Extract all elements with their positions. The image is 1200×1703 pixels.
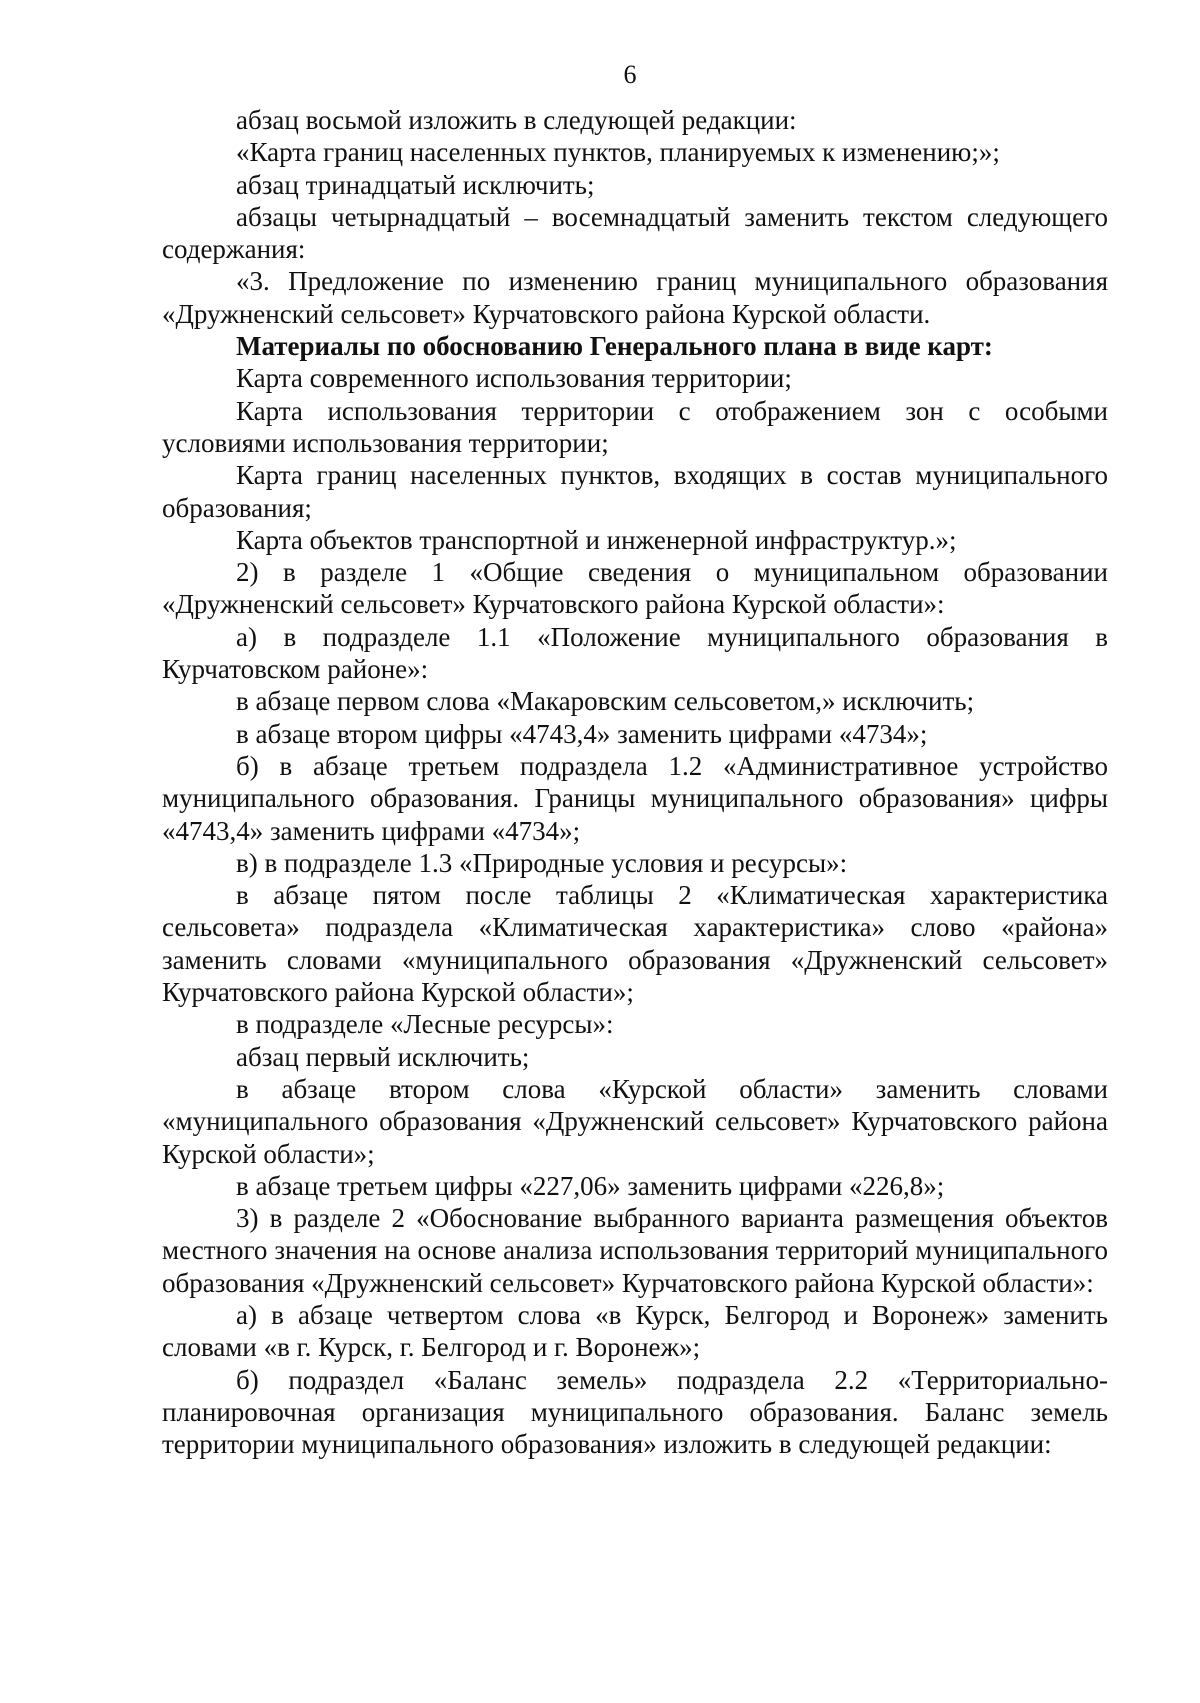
paragraph: 2) в разделе 1 «Общие сведения о муниципальном образовании «Дружненский сельсовет» Курчатовского района Курской области»: <box>162 557 1108 620</box>
paragraph: Карта границ населенных пунктов, входящих в состав муниципального образования; <box>162 460 1108 523</box>
paragraph: а) в абзаце четвертом слова «в Курск, Белгород и Воронеж» заменить словами «в г. Курск, г. Белгород и г. Воронеж»; <box>162 1299 1108 1363</box>
paragraph: в абзаце пятом после таблицы 2 «Климатическая характеристика сельсовета» подраздела «Климатическая характеристика» слово «района» заменить словами «муниципального образования «Дружненский сельсовет» Курчатовского района Курской области»; <box>162 880 1108 1008</box>
paragraph: «3. Предложение по изменению границ муниципального образования «Дружненский сельсовет» Курчатовского района Курской области. <box>162 266 1108 329</box>
paragraph: Карта использования территории с отображением зон с особыми условиями использования территории; <box>162 395 1108 458</box>
document-body <box>162 104 1108 1460</box>
paragraph: в подразделе «Лесные ресурсы»: <box>236 1009 614 1040</box>
paragraph: а) в подразделе 1.1 «Положение муниципального образования в Курчатовском районе»: <box>162 621 1108 685</box>
paragraph: Карта объектов транспортной и инженерной инфраструктур.»; <box>236 524 957 555</box>
section-heading: Материалы по обоснованию Генерального плана в виде карт: <box>236 331 993 362</box>
paragraph: в абзаце втором цифры «4743,4» заменить цифрами «4734»; <box>236 718 928 749</box>
paragraph: Карта современного использования территории; <box>236 363 792 394</box>
page-number: 6 <box>623 60 637 89</box>
paragraph: абзац тринадцатый исключить; <box>236 169 595 200</box>
paragraph: абзац восьмой изложить в следующей редакции: <box>236 105 797 135</box>
paragraph: б) подраздел «Баланс земель» подраздела 2.2 «Территориально-планировочная организация муниципального образования. Баланс земель территории муниципального образования» изложить в следующей редакции: <box>162 1364 1108 1460</box>
paragraph: «Карта границ населенных пунктов, планируемых к изменению;»; <box>236 137 1000 168</box>
paragraph: б) в абзаце третьем подраздела 1.2 «Административное устройство муниципального образования. Границы муниципального образования» цифры «4743,4» заменить цифрами «4734»; <box>162 750 1108 846</box>
paragraph: в абзаце первом слова «Макаровским сельсоветом,» исключить; <box>236 686 975 717</box>
paragraph: в абзаце втором слова «Курской области» заменить словами «муниципального образования «Дружненский сельсовет» Курчатовского района Курской области»; <box>162 1073 1108 1169</box>
paragraph: абзацы четырнадцатый – восемнадцатый заменить текстом следующего содержания: <box>162 201 1108 265</box>
paragraph: в) в подразделе 1.3 «Природные условия и ресурсы»: <box>236 847 848 878</box>
paragraph: в абзаце третьем цифры «227,06» заменить цифрами «226,8»; <box>236 1170 945 1201</box>
paragraph: абзац первый исключить; <box>236 1041 530 1072</box>
paragraph: 3) в разделе 2 «Обоснование выбранного варианта размещения объектов местного значения на основе анализа использования территорий муниципального образования «Дружненский сельсовет» Курчатовского района Курской области»: <box>162 1203 1108 1298</box>
